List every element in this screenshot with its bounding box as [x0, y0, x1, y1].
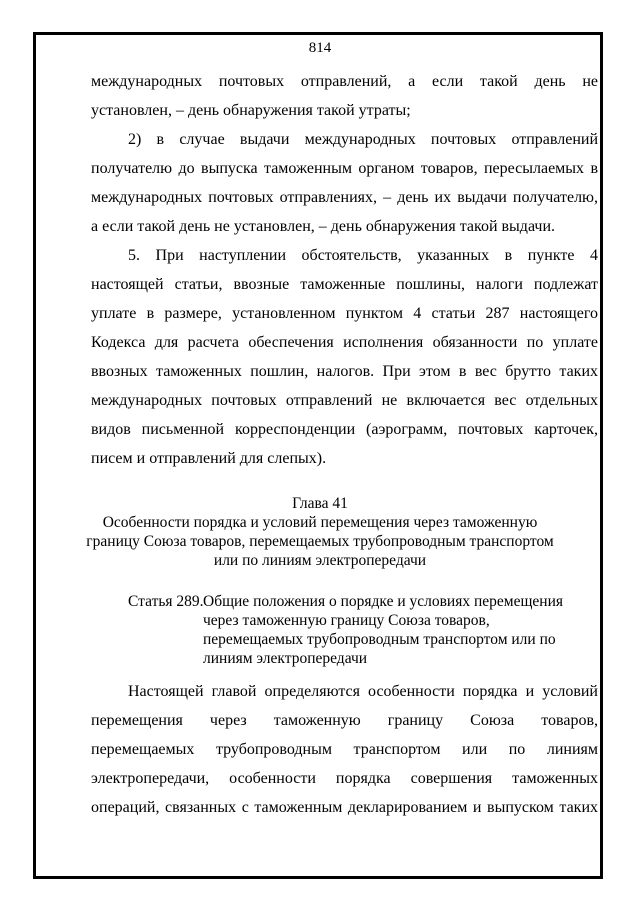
page-number: 814: [308, 40, 332, 56]
text-line: Кодекса для расчета обеспечения исполнения обязанности по уплате: [91, 334, 598, 351]
text-line: а если такой день не установлен, – день обнаружения такой выдачи.: [91, 218, 556, 235]
text-line: уплате в размере, установленном пунктом 4 статьи 287 настоящего: [91, 305, 598, 322]
article-title: [203, 592, 603, 668]
text-line: настоящей статьи, ввозные таможенные пошлины, налоги подлежат: [91, 276, 598, 293]
text-line: видов письменной корреспонденции (аэрограмм, почтовых карточек,: [91, 421, 598, 438]
text-line: писем и отправлений для слепых).: [91, 450, 327, 467]
text-line: операций, связанных с таможенным декларированием и выпуском таких: [91, 799, 598, 816]
text-line: ввозных таможенных пошлин, налогов. При этом в вес брутто таких: [91, 363, 598, 380]
chapter-title-line: Особенности порядка и условий перемещения через таможенную: [102, 514, 538, 531]
chapter-title-line: или по линиям электропередачи: [213, 552, 427, 569]
article-title-line: через таможенную границу Союза товаров,: [203, 612, 490, 629]
text-line: международных почтовых отправлений не включается вес отдельных: [91, 392, 598, 409]
article-title-line: линиям электропередачи: [203, 650, 368, 667]
text-line: 5. При наступлении обстоятельств, указанных в пункте 4: [128, 247, 598, 264]
article-title-line: Общие положения о порядке и условиях перемещения: [203, 593, 563, 610]
chapter-label: Глава 41: [292, 495, 348, 512]
article-title-line: перемещаемых трубопроводным транспортом или по: [203, 631, 556, 648]
text-line: международных почтовых отправлений, а если такой день не: [91, 73, 598, 90]
text-line: получателю до выпуска таможенным органом товаров, пересылаемых в: [91, 160, 598, 177]
text-line: 2) в случае выдачи международных почтовых отправлений: [128, 131, 598, 148]
text-line: перемещения через таможенную границу Союза товаров,: [91, 712, 598, 729]
text-line: установлен, – день обнаружения такой утраты;: [91, 102, 411, 119]
chapter-title-line: границу Союза товаров, перемещаемых трубопроводным транспортом: [86, 533, 554, 550]
text-line: электропередачи, особенности порядка совершения таможенных: [91, 770, 598, 787]
text-line: Настоящей главой определяются особенности порядка и условий: [128, 683, 598, 700]
text-line: перемещаемых трубопроводным транспортом или по линиям: [91, 741, 598, 758]
text-line: международных почтовых отправлениях, – день их выдачи получателю,: [91, 189, 598, 206]
article-number: Статья 289.: [128, 593, 204, 610]
